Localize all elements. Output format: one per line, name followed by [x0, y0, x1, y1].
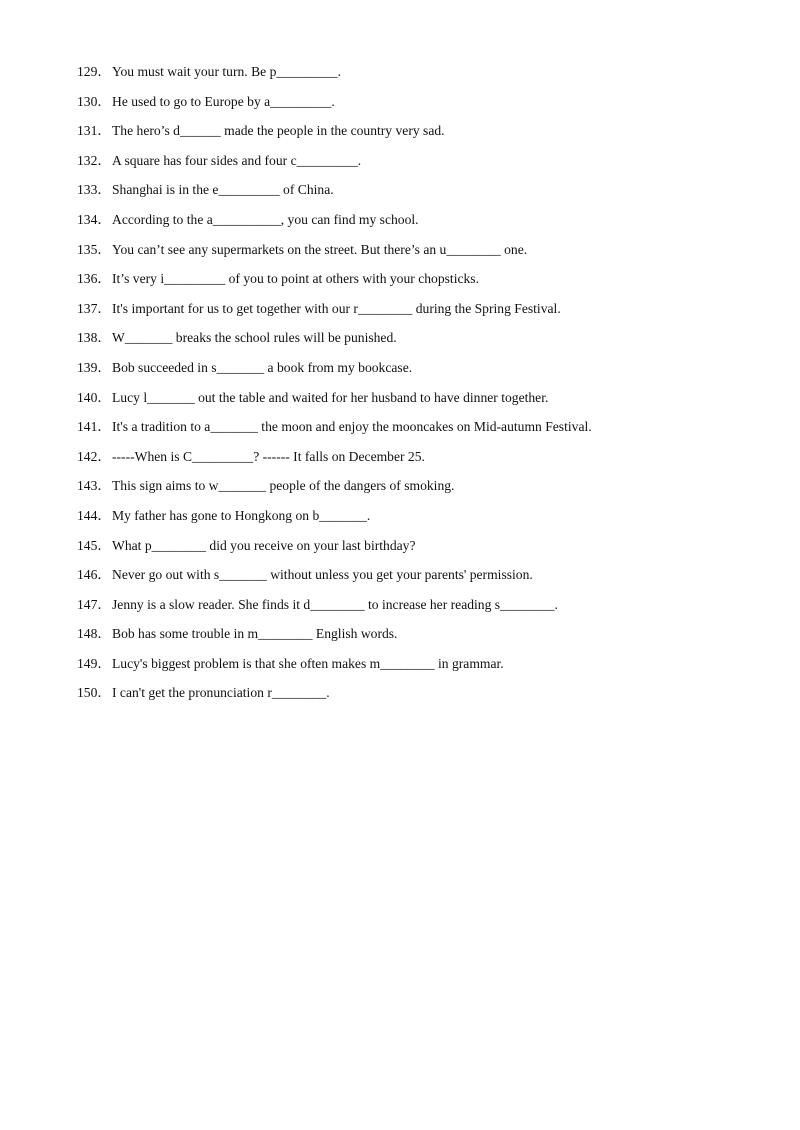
question-number: 149． [77, 655, 111, 671]
question-number: 135． [77, 241, 111, 257]
question-item [77, 446, 757, 476]
question-text: You must wait your turn. Be p_________. [112, 64, 341, 79]
question-item [77, 594, 757, 624]
question-number: 142． [77, 448, 111, 464]
question-number: 146． [77, 567, 111, 583]
question-item [77, 416, 757, 446]
question-text: It's a tradition to a_______ the moon and enjoy the mooncakes on Mid-autumn Festival. [112, 419, 592, 435]
question-text: What p________ did you receive on your last birthday? [112, 537, 416, 553]
question-item [77, 150, 757, 180]
question-text: I can't get the pronunciation r________. [112, 685, 330, 701]
question-item [77, 682, 757, 712]
question-item [77, 387, 757, 417]
question-text: Lucy l_______ out the table and waited for her husband to have dinner together. [112, 389, 549, 405]
question-text: Never go out with s_______ without unless you get your parents' permission. [112, 567, 533, 583]
question-text: You can’t see any supermarkets on the street. But there’s an u________ one. [112, 241, 528, 257]
question-number: 130． [77, 93, 111, 109]
question-text: According to the a__________, you can find my school. [112, 211, 419, 227]
question-number: 147． [77, 596, 111, 612]
question-number: 129． [77, 64, 111, 79]
question-list [77, 61, 757, 712]
question-item [77, 535, 757, 565]
question-item [77, 357, 757, 387]
question-item [77, 91, 757, 121]
question-number: 138． [77, 330, 111, 346]
question-item [77, 61, 757, 91]
question-item [77, 209, 757, 239]
question-item [77, 564, 757, 594]
question-number: 140． [77, 389, 111, 405]
question-item [77, 505, 757, 535]
question-text: Bob has some trouble in m________ English words. [112, 626, 398, 642]
question-text: This sign aims to w_______ people of the dangers of smoking. [112, 478, 455, 494]
question-item [77, 653, 757, 683]
question-number: 132． [77, 152, 111, 168]
question-text: Jenny is a slow reader. She finds it d________ to increase her reading s________. [112, 596, 558, 612]
question-text: W_______ breaks the school rules will be punished. [112, 330, 397, 346]
question-number: 137． [77, 300, 111, 316]
question-text: My father has gone to Hongkong on b_______. [112, 507, 371, 523]
question-item [77, 298, 757, 328]
question-text: A square has four sides and four c_________. [112, 152, 362, 168]
question-number: 133． [77, 182, 111, 198]
question-text: Bob succeeded in s_______ a book from my bookcase. [112, 359, 413, 375]
question-text: Lucy's biggest problem is that she often makes m________ in grammar. [112, 655, 504, 671]
question-item [77, 268, 757, 298]
question-number: 136． [77, 271, 111, 287]
question-text: Shanghai is in the e_________ of China. [112, 182, 334, 198]
question-number: 139． [77, 359, 111, 375]
question-number: 144． [77, 507, 111, 523]
question-item [77, 475, 757, 505]
question-item [77, 120, 757, 150]
question-number: 141． [77, 419, 111, 435]
question-number: 143． [77, 478, 111, 494]
question-number: 145． [77, 537, 111, 553]
question-text: It’s very i_________ of you to point at others with your chopsticks. [112, 271, 479, 287]
question-text: The hero’s d______ made the people in the country very sad. [112, 123, 445, 139]
question-text: -----When is C_________? ------ It falls on December 25. [112, 448, 425, 464]
question-item [77, 623, 757, 653]
question-text: He used to go to Europe by a_________. [112, 93, 335, 109]
question-text: It's important for us to get together with our r________ during the Spring Festival. [112, 300, 561, 316]
question-item [77, 239, 757, 269]
question-number: 150． [77, 685, 111, 701]
question-item [77, 327, 757, 357]
question-number: 148． [77, 626, 111, 642]
question-item [77, 179, 757, 209]
question-number: 134． [77, 211, 111, 227]
question-number: 131． [77, 123, 111, 139]
